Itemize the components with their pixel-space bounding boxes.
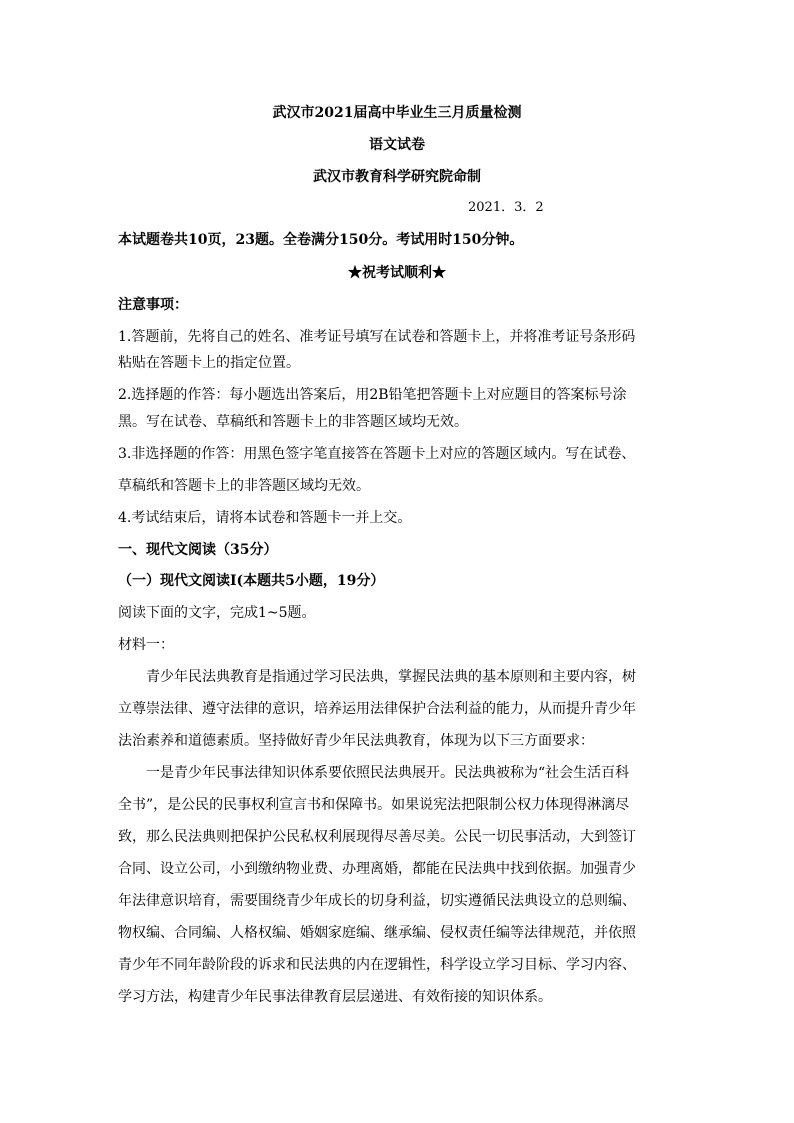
- exam-authority: 武汉市教育科学研究院命制: [313, 169, 481, 185]
- paragraph-line: 全书”，是公民的民事权利宣言书和保障书。如果说宪法把限制公权力体现得淋漓尽: [118, 797, 630, 813]
- material-label: 材料一：: [118, 637, 174, 653]
- good-luck-banner: ★祝考试顺利★: [348, 265, 446, 281]
- paragraph-line: 法治素养和道德素质。坚持做好青少年民法典教育，体现为以下三方面要求：: [118, 733, 594, 749]
- paragraph-line: 物权编、合同编、人格权编、婚姻家庭编、继承编、侵权责任编等法律规范，并依照: [118, 925, 636, 941]
- paragraph-line: 年法律意识培育，需要围绕青少年成长的切身利益，切实遵循民法典设立的总则编、: [118, 893, 636, 909]
- paragraph-line: 致，那么民法典则把保护公民私权利展现得尽善尽美。公民一切民事活动，大到签订: [118, 829, 636, 845]
- notes-line: 草稿纸和答题卡上的非答题区域均无效。: [118, 478, 370, 494]
- paragraph-line: 学习方法，构建青少年民事法律教育层层递进、有效衔接的知识体系。: [118, 989, 552, 1005]
- notes-line: 2.选择题的作答：每小题选出答案后，用2B铅笔把答题卡上对应题目的答案标号涂: [118, 387, 627, 403]
- notes-line: 黑。写在试卷、草稿纸和答题卡上的非答题区域均无效。: [118, 414, 468, 430]
- section-title: 一、现代文阅读（35分）: [118, 542, 278, 558]
- exam-subject: 语文试卷: [369, 137, 425, 153]
- exam-date: 2021．3．2: [468, 200, 544, 215]
- notes-line: 粘贴在答题卡上的指定位置。: [118, 355, 300, 371]
- notes-line: 1.答题前，先将自己的姓名、准考证号填写在试卷和答题卡上，并将准考证号条形码: [118, 329, 636, 345]
- paragraph-line: 一是青少年民事法律知识体系要依照民法典展开。民法典被称为“社会生活百科: [146, 765, 630, 781]
- section-subtitle: （一）现代文阅读Ⅰ(本题共5小题，19分）: [118, 573, 385, 589]
- notes-line: 3.非选择题的作答：用黑色签字笔直接答在答题卡上对应的答题区域内。写在试卷、: [118, 446, 636, 462]
- paragraph-line: 青少年不同年龄阶段的诉求和民法典的内在逻辑性，科学设立学习目标、学习内容、: [118, 957, 636, 973]
- exam-title: 武汉市2021届高中毕业生三月质量检测: [272, 105, 522, 121]
- paragraph-line: 合同、设立公司，小到缴纳物业费、办理离婚，都能在民法典中找到依据。加强青少: [118, 861, 636, 877]
- paragraph-line: 青少年民法典教育是指通过学习民法典，掌握民法典的基本原则和主要内容，树: [146, 669, 636, 685]
- exam-summary: 本试题卷共10页，23题。全卷满分150分。考试用时150分钟。: [118, 232, 524, 248]
- reading-instruction: 阅读下面的文字，完成1~5题。: [118, 605, 316, 621]
- notes-line: 4.考试结束后，请将本试卷和答题卡一并上交。: [118, 510, 412, 526]
- notes-heading: 注意事项：: [118, 297, 188, 313]
- paragraph-line: 立尊崇法律、遵守法律的意识，培养运用法律保护合法利益的能力，从而提升青少年: [118, 701, 636, 717]
